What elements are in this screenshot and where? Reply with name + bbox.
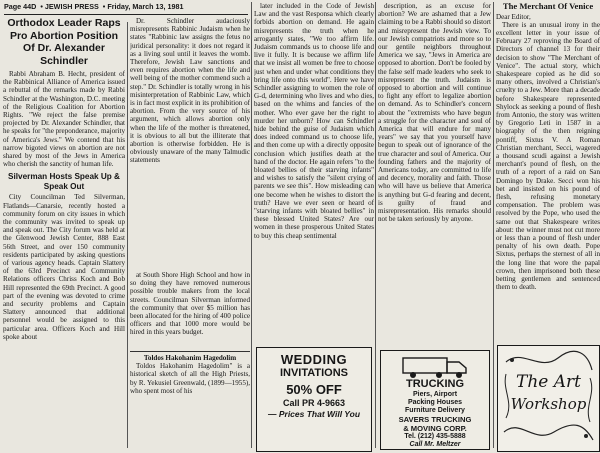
art-workshop-line2: Workshop	[510, 395, 587, 413]
column-divider	[251, 2, 252, 448]
article-silverman: City Councilman Ted Silverman, Flatlands—Canarsie, recently hosted a community forum on city issues in which the community was invited to speak up and speak out. The City forum was held at the Glenwood Jewish Center, 888 East 56th Street, and over 150 community residents participated by asking questions of various agency heads. Captain Slattery of the 63rd Precinct and Community Relations officers Chriss Koch and Bob Hill represented the 69th Precinct. A good part of the evening was devoted to crime and security problems and Captain Slattery announced that additional personnel would be assigned to this particular area. Officers Koch and Hill spoke about	[3, 193, 125, 341]
column-1	[3, 17, 125, 453]
ad-trucking-line1: Piers, Airport	[412, 391, 458, 398]
ad-trucking-line3: Furniture Delivery	[405, 407, 465, 414]
ad-trucking-company2: & MOVING CORP.	[403, 424, 467, 433]
ad-trucking-line2: Packing Houses	[407, 399, 463, 406]
ad-wedding-line2: INVITATIONS	[279, 367, 349, 379]
column-divider	[375, 2, 376, 448]
article-abortion-cont2: later included in the Code of Jewish Law and the vast Responsa which clearly forbids abortion on demand. He again misrepresents the truth when he arrogantly states, "We too affirm life. Judaism commands us to choose life and live it fully. It is because we affirm life that we insist all women be free to choose just when and under what conditions they bring life onto this world". Here we have Schindler assigning to women the role of G-d, determining who lives and who dies, based on the whims and fancies of the mother. Who ever gave her the right to murder her unborn? How can Schindler hide behind the guise of Judaism which does indeed command us to choose life, and then come up with a directly opposite conclusion which justifies death at the hand of the doctor. He again refers "to the bloated bellies of their starving infants" and wishes to satisfy the "silent crying of parents we see this". How misleading can one become when he wishes to distort the truth? Have we ever seen or heard of "starving infants with bloated bellies" in these blessed United States? Are our women in these prosperous United States to buy this cheap sentimental	[254, 2, 374, 240]
art-workshop-line1: The Art	[516, 372, 581, 392]
ad-wedding-line1: WEDDING	[280, 352, 348, 367]
toldos-notice	[130, 351, 250, 395]
ad-trucking-contact: Call Mr. Meltzer	[409, 441, 461, 448]
page-number: Page 44D	[4, 2, 37, 11]
publication-name: JEWISH PRESS	[44, 2, 99, 11]
ad-trucking-phone: Tel. (212) 435-5888	[404, 433, 466, 440]
ad-wedding-discount: 50% OFF	[286, 382, 342, 397]
silverman-headline: Silverman Hosts Speak Up & Speak Out	[8, 172, 120, 191]
main-headline: Orthodox Leader Raps Pro Abortion Position Of Dr. Alexander Schindler	[7, 17, 121, 67]
article-silverman-cont: at South Shore High School and how in so doing they have removed numerous possible trouble makers from the local streets. Councilman Silverman informed the community that over $5 million has been allocated for the hiring of 400 police officers and that 1000 more would be hired in this years budget.	[130, 271, 250, 337]
issue-date: March 13, 1981	[132, 2, 184, 11]
letter-headline: The Merchant Of Venice	[502, 2, 594, 11]
letter-body: There is an unusual irony in the excellent letter in your issue of February 27 reproving the Board of Directors of channel 13 for their decision to show "The Merchant of Venice". The actual story, which Shakespeare copied as he did so many others, involved a Christian's cruelty to a Jew. More than a decade before Shakespeare represented Shylock as seeking a pound of flesh from Antonio, the story was written by Gregorio Leti in 1587 in a biography of the then reigning pontiff, Sixtus V. A Roman Christian merchant, Secci, wagered a thousand scudi against a Jewish merchant's pound of flesh, on the truth of a report of a raid on San Domingo by Drake. Secci won his bet and insisted on his pound of flesh, refusing monetary compensation. The problem was resolved by the Pope, who used the same out that Shakespeare writes about: the winner must not cut more or less than a pound of flesh under penalty of his own death. Pope Sixtus, perhaps the sternest of all in the long line that wore the papal crown, then imprisoned both these betting gentlemen and sentenced them to death.	[496, 20, 600, 292]
ad-wedding-phone: Call PR 4-9663	[282, 398, 346, 408]
article-abortion-cont: Dr. Schindler audaciously misrepresents Rabbinic Judaism when he states "Rabbinic law assigns the fetus no juridical personality: it does not regard it as a living soul until it leaves the womb. Therefore, Jewish Law sanctions and even requires abortion when the life and well being of the mother commend such a step." Dr. Schindler is totally wrong in his misinterpretation of Rabbinic Law, which is in fact most explicit in its prohibition of abortion. From the very source of his argument, which allows abortion only when the life of the mother is threatened, it is obvious to all but the illiterate that abortion is otherwise forbidden. He is obviously unaware of the many Talmudic statements	[130, 17, 250, 165]
column-divider	[493, 2, 494, 448]
truck-icon	[385, 355, 485, 379]
page-header: Page 44D • JEWISH PRESS • Friday, March 13, 1981	[4, 2, 184, 11]
toldos-body: Toldos Hakohanim Hagedolim" is a historical sketch of all the High Priests, by R. Yekusiel Greenwald, (1899—1955), who spent most of his	[130, 362, 250, 395]
article-abortion-intro: Rabbi Abraham B. Hecht, president of the Rabbinical Alliance of America issued a rebuttal of the remarks made by Rabbi Schindler at the Washington, D.C. meeting of the Religious Coalition for Abortion Rights. "We reject the false premise projected by Dr. Alexander Schindler, that he speaks for "the preponderance, majority of America's Jews." We contend that his narrow bigoted views on abortion are not shared by most of the Jews in America who cherish the sanctity of human life.	[3, 70, 125, 169]
header-rule	[4, 14, 248, 15]
column-3	[254, 2, 374, 346]
column-5	[496, 2, 600, 342]
ad-wedding-slogan: — Prices That Will You	[267, 409, 361, 419]
ad-trucking-title: TRUCKING	[405, 378, 465, 390]
toldos-title: Toldos Hakohanim Hagedolim	[143, 354, 237, 362]
column-2	[130, 17, 250, 453]
column-4	[378, 2, 491, 348]
art-workshop-ad	[497, 345, 600, 452]
ad-trucking-company: SAVERS TRUCKING	[398, 415, 472, 424]
trucking-ad	[380, 350, 490, 450]
issue-day: Friday	[107, 2, 129, 11]
column-divider	[127, 22, 128, 448]
article-abortion-conclusion: description, as an excuse for abortion? We are ashamed that a Jew claiming to be a Rabbi should so distort and misrepresent the Jewish view. To our Jewish compatriots and more so to our gentile neighbors throughout America we say, "Jews in America are opposed to abortion. Don't be fooled by the false self made leaders who seek to misrepresent the truth. Judaism is opposed to abortion and will continue to fight any effort to legalize abortion on demand. As to Schindler's concern about the "extremists who have begun a struggle for the character and soul of America that will endure for many years" we say that you yourself have begun to speak out of ignorance of the true character and soul of America. Our founding fathers and the majority of Americans today, are committed to life and decency, morality and faith. Those who will have us believe that America is anything but G-d fearing and decent, is guilty of fraud and misrepresentation. His remarks should not be taken seriously by anyone.	[378, 2, 491, 224]
wedding-invitations-ad	[256, 347, 372, 452]
letter-salutation: Dear Editor,	[496, 12, 531, 21]
